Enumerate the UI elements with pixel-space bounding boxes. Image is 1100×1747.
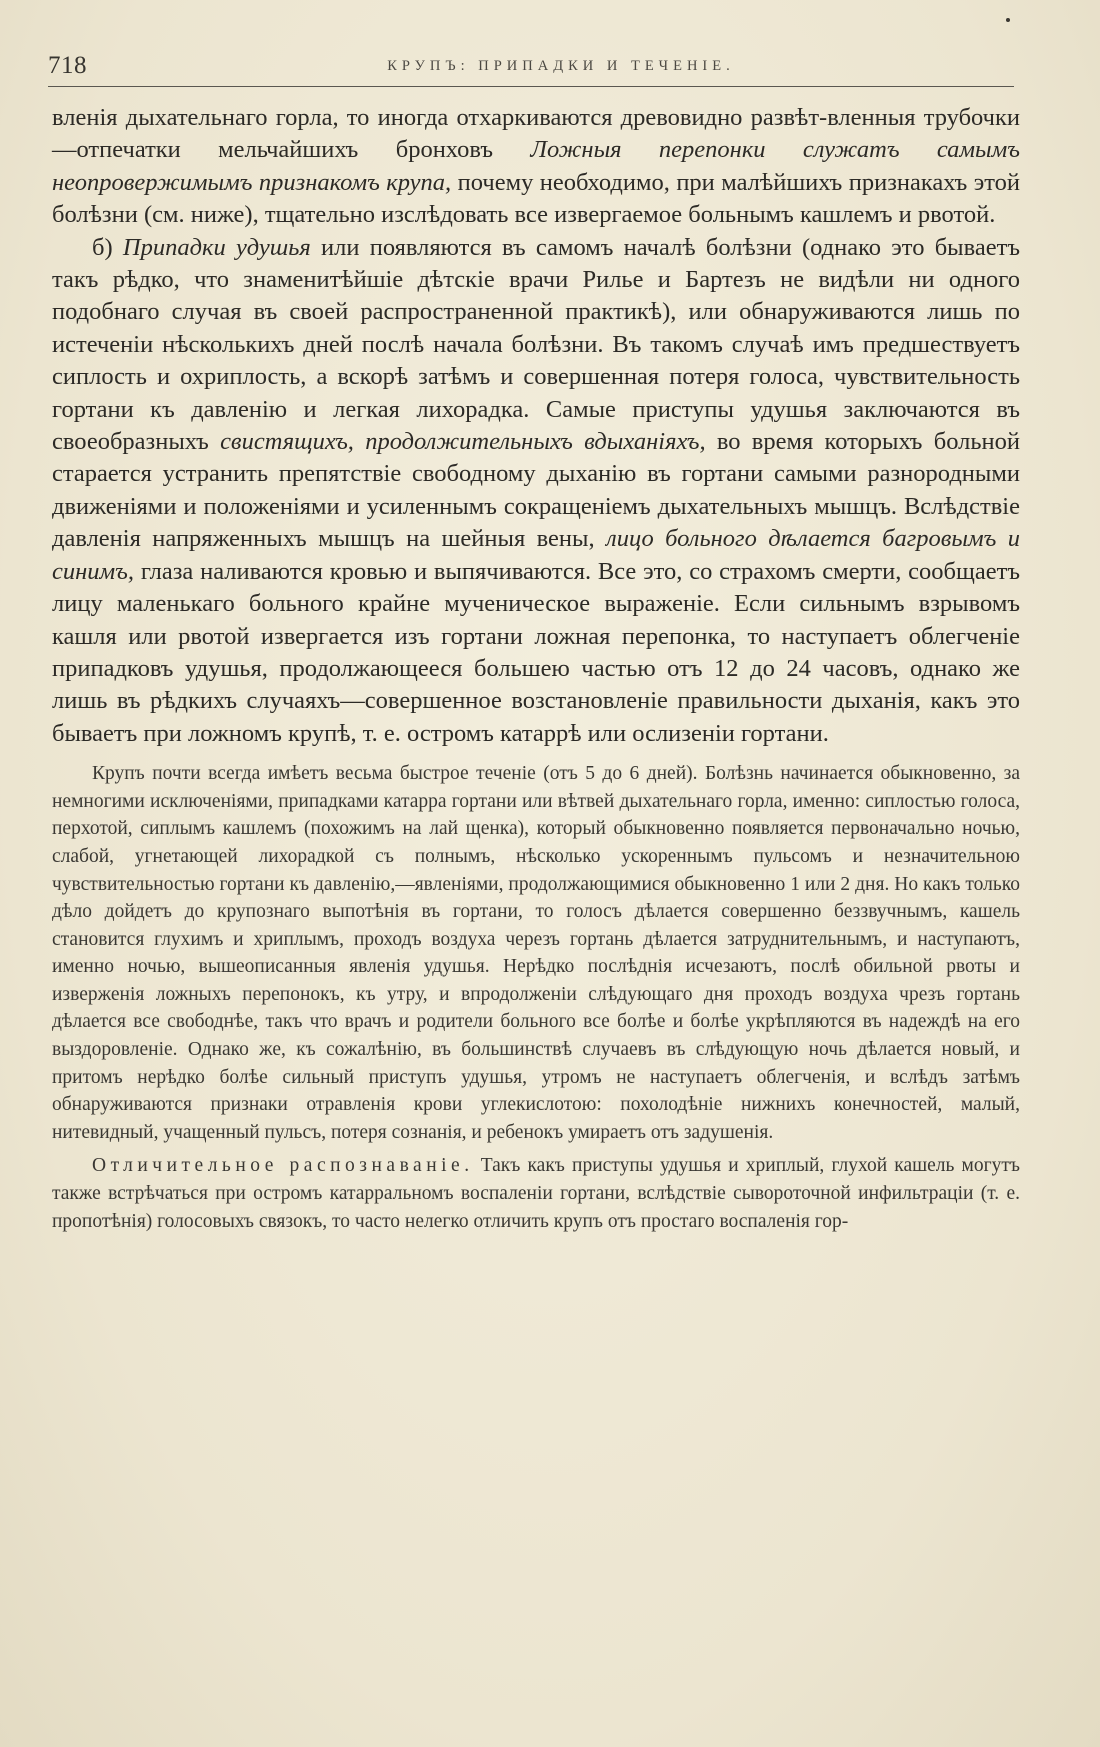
text-run: во время которыхъ больной старается устранить препятствіе свободному дыханію въ гортани самыми разнородными движеніями и положеніями и усиленнымъ сокращеніемъ дыхательныхъ мышцъ. Вслѣдствіе давленія напряженныхъ мышцъ на шейныя вены, [52,428,1020,553]
text-run: б) [92,233,123,261]
paragraph-text: Такъ какъ приступы удушья и хриплый, глухой кашель могутъ также встрѣчаться при остромъ катарральномъ воспаленіи гортани, вслѣдствіе сывороточной инфильтраціи (т. е. пропотѣнія) голосовыхъ связокъ, то часто нелегко отличить крупъ отъ простаго воспаленія гор- [52,1155,1020,1232]
italic-emphasis: Припадки удушья [122,233,311,261]
paragraph-differential-diagnosis [52,1152,1020,1235]
header-rule [48,86,1014,87]
text-run: глаза наливаются кровью и выпячиваются. Все это, со страхомъ смерти, сообщаетъ лицу маленькаго больного крайне мученическое выраженіе. Если сильнымъ взрывомъ кашля или рвотой извергается изъ гортани ложная перепонка, то наступаетъ облегченіе припадковъ удушья, продолжающееся большею частью отъ 12 до 24 часовъ, однако же лишь въ рѣдкихъ случаяхъ—совершенное возстановленіе правильности дыханія, какъ это бываетъ при ложномъ крупѣ, т. е. остромъ катаррѣ или ослизеніи гортани. [52,557,1020,747]
running-title: КРУПЪ: ПРИПАДКИ И ТЕЧЕНІЕ. [387,58,735,74]
paragraph-course: Крупъ почти всегда имѣетъ весьма быстрое теченіе (отъ 5 до 6 дней). Болѣзнь начинается обыкновенно, за немногими исключеніями, припадками катарра гортани или вѣтвей дыхательнаго горла, именно: сиплостью голоса, перхотой, сиплымъ кашлемъ (похожимъ на лай щенка), который обыкновенно появляется первоначально ночью, слабой, угнетающей лихорадкой съ полнымъ, нѣсколько ускореннымъ пульсомъ и незначительною чувствительностью гортани къ давленію,—явленіями, продолжающимися обыкновенно 1 или 2 дня. Но какъ только дѣло дойдетъ до крупознаго выпотѣнія въ гортани, то голосъ дѣлается совершенно беззвучнымъ, кашель становится глухимъ и хриплымъ, проходъ воздуха черезъ гортань дѣлается затруднительнымъ, и наступаютъ, именно ночью, вышеописанныя явленія удушья. Нерѣдко послѣднія исчезаютъ, послѣ обильной рвоты и изверженія ложныхъ перепонокъ, къ утру, и впродолженіи слѣдующаго дня проходъ воздуха чрезъ гортань дѣлается все свободнѣе, такъ что врачъ и родители больного все болѣе и болѣе укрѣпляются въ надеждѣ на его выздоровленіе. Однако же, къ сожалѣнію, въ большинствѣ случаевъ въ слѣдующую ночь дѣлается новый, и притомъ нерѣдко болѣе сильный приступъ удушья, утромъ не наступаетъ облегченія, и вслѣдъ затѣмъ обнаруживаются признаки отравленія крови углекислотою: похолодѣніе нижнихъ конечностей, малый, нитевидный, учащенный пульсъ, потеря сознанія, и ребенокъ умираетъ отъ задушенія. [52,763,1020,1143]
small-text [52,760,1020,1235]
text-run: почему необходимо, при малѣйшихъ признакахъ этой болѣзни (см. ниже), тщательно изслѣдовать все извергаемое больнымъ кашлемъ и рвотой. [52,168,1020,229]
ink-speck [1006,18,1010,22]
text-run: или появляются въ самомъ началѣ болѣзни (однако это бываетъ такъ рѣдко, что знаменитѣйшіе дѣтскіе врачи Рилье и Бартезъ не видѣли ни одного подобнаго случая въ своей распространенной практикѣ), или обнаруживаются лишь по истеченіи нѣсколькихъ дней послѣ начала болѣзни. Въ такомъ случаѣ имъ предшествуетъ сиплость и охриплость, а вскорѣ затѣмъ и совершенная потеря голоса, чувствительность гортани къ давленію и легкая лихорадка. Самые приступы удушья заключаются въ своеобразныхъ [52,233,1021,456]
italic-emphasis: Ложныя перепонки служатъ самымъ неопровержимымъ признакомъ крупа, [52,136,1020,196]
italic-emphasis: свистящихъ, продолжительныхъ вдыханіяхъ, [220,428,706,456]
large-text [52,102,1020,750]
page-body [52,102,1020,1235]
spacer [52,750,1020,760]
page-number: 718 [48,52,87,79]
page-header [48,52,1014,84]
text-run: вленія дыхательнаго горла, то иногда отхаркиваются древовидно развѣт-вленныя трубочки—отпечатки мельчайшихъ бронховъ [52,104,1020,164]
italic-emphasis: лицо больного дѣлается багровымъ и синимъ, [52,525,1020,585]
section-heading: Отличительное распознаваніе. [92,1155,474,1177]
paragraph-suffocation-attacks [52,232,1020,751]
paragraph-continuation [52,102,1020,232]
